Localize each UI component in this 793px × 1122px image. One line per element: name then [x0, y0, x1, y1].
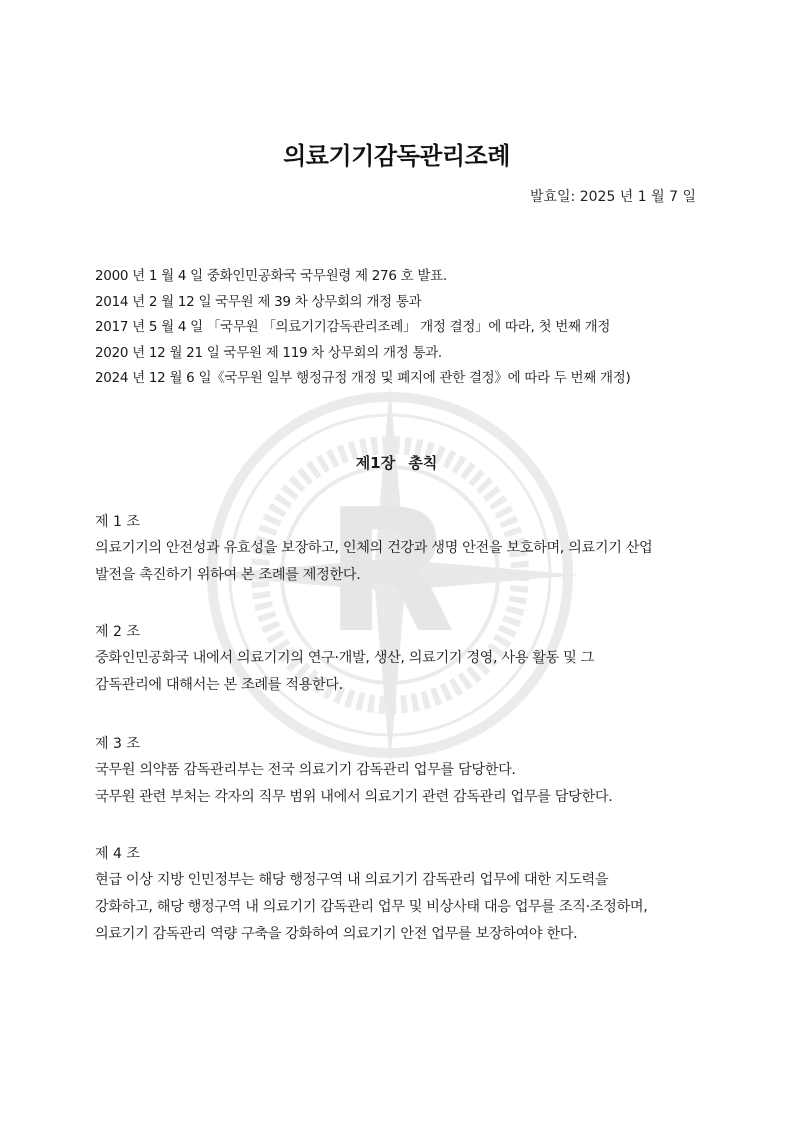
article-4 [95, 841, 705, 948]
history-line: 2014 년 2 월 12 일 국무원 제 39 차 상무회의 개정 통과 [95, 293, 422, 310]
effective-date: 발효일: 2025 년 1 월 7 일 [529, 189, 696, 205]
article-body: 의료기기의 안전성과 유효성을 보장하고, 인체의 건강과 생명 안전을 보호하며, 의료기기 산업 발전을 촉진하기 위하여 본 조례를 제정한다. [95, 540, 653, 583]
article-heading: 제 4 조 [95, 846, 140, 862]
article-2 [95, 619, 705, 699]
history-line: 2017 년 5 월 4 일 「국무원 「의료기기감독관리조례」 개정 결정」에 따라, 첫 번째 개정 [95, 319, 611, 335]
article-1 [95, 509, 705, 589]
article-body: 국무원 의약품 감독관리부는 전국 의료기기 감독관리 업무를 담당한다. 국무원 관련 부처는 각자의 직무 범위 내에서 의료기기 관련 감독관리 업무를 담당한다. [95, 762, 613, 805]
history-line: 2020 년 12 월 21 일 국무원 제 119 차 상무회의 개정 통과. [95, 344, 442, 361]
history-line: 2000 년 1 월 4 일 중화인민공화국 국무원령 제 276 호 발표. [95, 268, 447, 284]
article-3 [95, 731, 705, 811]
chapter-heading: 제1장 총칙 [355, 454, 438, 472]
svg-text:R: R [324, 473, 456, 671]
article-heading: 제 2 조 [95, 624, 140, 640]
article-body: 현급 이상 지방 인민정부는 해당 행정구역 내 의료기기 감독관리 업무에 대한 지도력을 강화하고, 해당 행정구역 내 의료기기 감독관리 업무 및 비상사태 대응 업무를 조직·조정하며, 의료기기 감독관리 역량 구축을 강화하여 의료기기 안전 업무를 보장하여야 한다. [95, 872, 648, 942]
document-title: 의료기기감독관리조례 [283, 142, 510, 171]
history-line: 2024 년 12 월 6 일《국무원 일부 행정규정 개정 및 폐지에 관한 결정》에 따라 두 번째 개정) [95, 370, 631, 386]
article-heading: 제 1 조 [95, 514, 140, 530]
article-body: 중화인민공화국 내에서 의료기기의 연구·개발, 생산, 의료기기 경영, 사용 활동 및 그 감독관리에 대해서는 본 조례를 적용한다. [95, 650, 594, 693]
article-heading: 제 3 조 [95, 736, 140, 752]
amendment-history [95, 264, 630, 392]
